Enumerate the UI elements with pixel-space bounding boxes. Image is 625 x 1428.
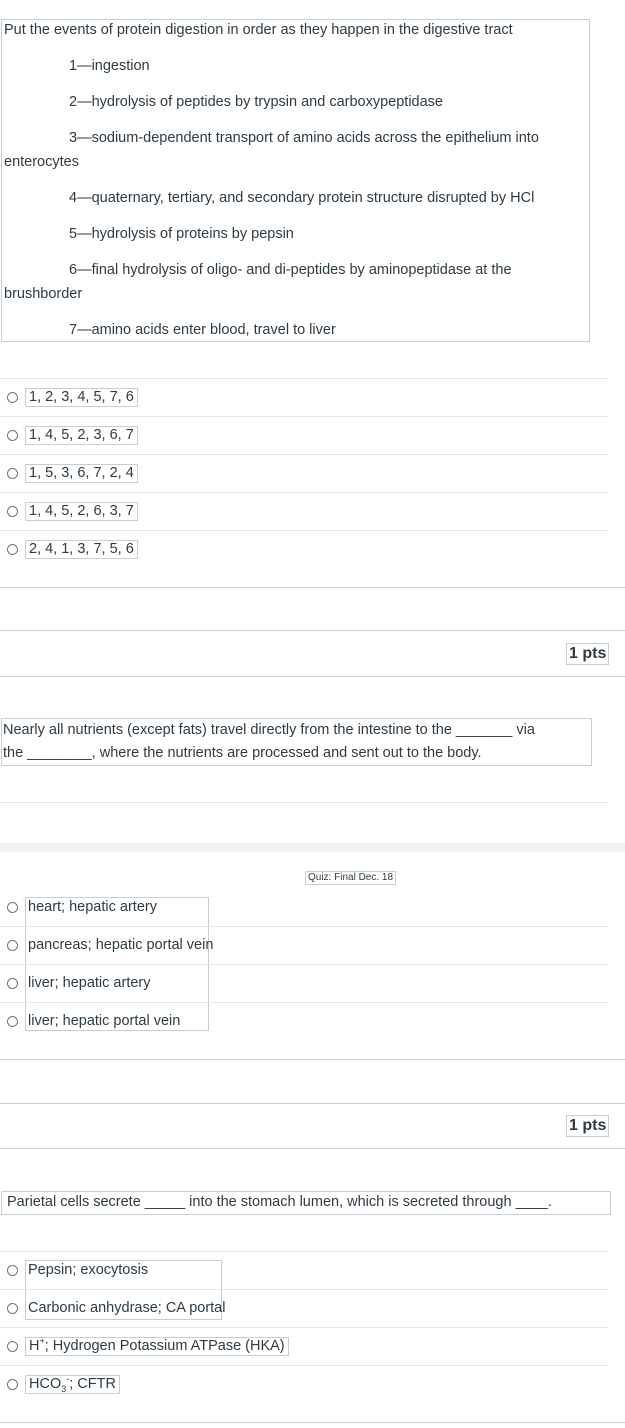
answer-label: [25, 1337, 289, 1356]
answer-option[interactable]: [7, 973, 154, 993]
answer-label: 1, 4, 5, 2, 3, 6, 7: [25, 426, 138, 445]
radio-button[interactable]: [7, 1265, 18, 1276]
radio-button[interactable]: [7, 902, 18, 913]
answer-label-rest: ; CFTR: [69, 1375, 116, 1392]
step-2: 2—hydrolysis of peptides by trypsin and carboxypeptidase: [69, 94, 443, 110]
radio-button[interactable]: [7, 506, 18, 517]
divider: [0, 378, 608, 379]
answer-label: [25, 1375, 120, 1394]
question-separator: [0, 1059, 625, 1060]
divider: [0, 492, 608, 493]
question-header-bottom: [0, 1148, 625, 1149]
answer-label: liver; hepatic artery: [28, 974, 151, 991]
step-6-continued: brushborder: [4, 286, 83, 302]
divider: [0, 926, 608, 927]
question-separator: [0, 587, 625, 588]
answer-option[interactable]: [7, 425, 138, 445]
step-3: 3—sodium-dependent transport of amino acids across the epithelium into: [69, 130, 539, 146]
answer-option[interactable]: [7, 387, 138, 407]
answer-option[interactable]: [7, 1336, 289, 1356]
radio-button[interactable]: [7, 1303, 18, 1314]
answer-label: heart; hepatic artery: [28, 898, 157, 915]
answer-label-main: H: [29, 1337, 40, 1354]
radio-button[interactable]: [7, 468, 18, 479]
points-badge: 1 pts: [566, 1115, 609, 1137]
divider: [0, 1365, 608, 1366]
answer-label-superscript: -: [66, 1373, 70, 1384]
divider: [0, 1251, 608, 1252]
question-header-top: [0, 1103, 625, 1104]
answer-option[interactable]: [7, 463, 138, 483]
answer-option[interactable]: [7, 897, 160, 917]
step-3-continued: enterocytes: [4, 154, 79, 170]
radio-button[interactable]: [7, 1016, 18, 1027]
radio-button[interactable]: [7, 392, 18, 403]
question-1-prompt: Put the events of protein digestion in order as they happen in the digestive tract: [4, 22, 513, 38]
points-badge: 1 pts: [566, 643, 609, 665]
answer-label: 1, 4, 5, 2, 6, 3, 7: [25, 502, 138, 521]
divider: [0, 454, 608, 455]
answer-label-main: HCO: [29, 1375, 62, 1392]
answer-option[interactable]: [7, 1298, 228, 1318]
answer-option[interactable]: [7, 935, 216, 955]
question-separator: [0, 1422, 625, 1423]
step-5: 5—hydrolysis of proteins by pepsin: [69, 226, 294, 242]
divider: [0, 964, 608, 965]
answer-option[interactable]: [7, 1374, 120, 1394]
divider: [0, 416, 608, 417]
question-header-top: [0, 630, 625, 631]
radio-button[interactable]: [7, 1341, 18, 1352]
answer-label-subscript: 3: [61, 1383, 67, 1394]
radio-button[interactable]: [7, 430, 18, 441]
divider: [0, 1002, 608, 1003]
divider: [0, 1327, 608, 1328]
answer-label: Carbonic anhydrase; CA portal: [28, 1299, 226, 1316]
step-6: 6—final hydrolysis of oligo- and di-peptides by aminopeptidase at the: [69, 262, 512, 278]
radio-button[interactable]: [7, 1379, 18, 1390]
question-2-prompt-box: [1, 718, 592, 766]
question-2-prompt-line-1: Nearly all nutrients (except fats) travel directly from the intestine to the _______ via: [3, 722, 535, 738]
answer-label: pancreas; hepatic portal vein: [28, 936, 214, 953]
radio-button[interactable]: [7, 544, 18, 555]
divider: [0, 1289, 608, 1290]
answer-label: Pepsin; exocytosis: [28, 1261, 149, 1278]
answer-option[interactable]: [7, 1260, 151, 1280]
question-3-prompt-box: [1, 1191, 611, 1215]
divider: [0, 530, 608, 531]
question-1-prompt-box: [1, 19, 590, 342]
answer-label: 1, 5, 3, 6, 7, 2, 4: [25, 464, 138, 483]
question-3-prompt: Parietal cells secrete _____ into the stomach lumen, which is secreted through ____.: [7, 1194, 552, 1210]
divider: [0, 802, 608, 803]
step-7: 7—amino acids enter blood, travel to liver: [69, 322, 336, 338]
question-header-bottom: [0, 676, 625, 677]
answer-label-superscript: +: [39, 1335, 45, 1346]
step-4: 4—quaternary, tertiary, and secondary protein structure disrupted by HCl: [69, 190, 535, 206]
answer-label: 2, 4, 1, 3, 7, 5, 6: [25, 540, 138, 559]
radio-button[interactable]: [7, 978, 18, 989]
step-1: 1—ingestion: [69, 58, 150, 74]
answer-label: 1, 2, 3, 4, 5, 7, 6: [25, 388, 138, 407]
question-2-prompt-line-2: the ________, where the nutrients are processed and sent out to the body.: [3, 745, 482, 761]
radio-button[interactable]: [7, 940, 18, 951]
answer-option[interactable]: [7, 539, 138, 559]
answer-option[interactable]: [7, 501, 138, 521]
answer-label: liver; hepatic portal vein: [28, 1012, 181, 1029]
quiz-title-tag: Quiz: Final Dec. 18: [305, 871, 396, 885]
answer-option[interactable]: [7, 1011, 183, 1031]
answer-label-rest: ; Hydrogen Potassium ATPase (HKA): [44, 1337, 285, 1354]
page-break-band: [0, 843, 625, 852]
